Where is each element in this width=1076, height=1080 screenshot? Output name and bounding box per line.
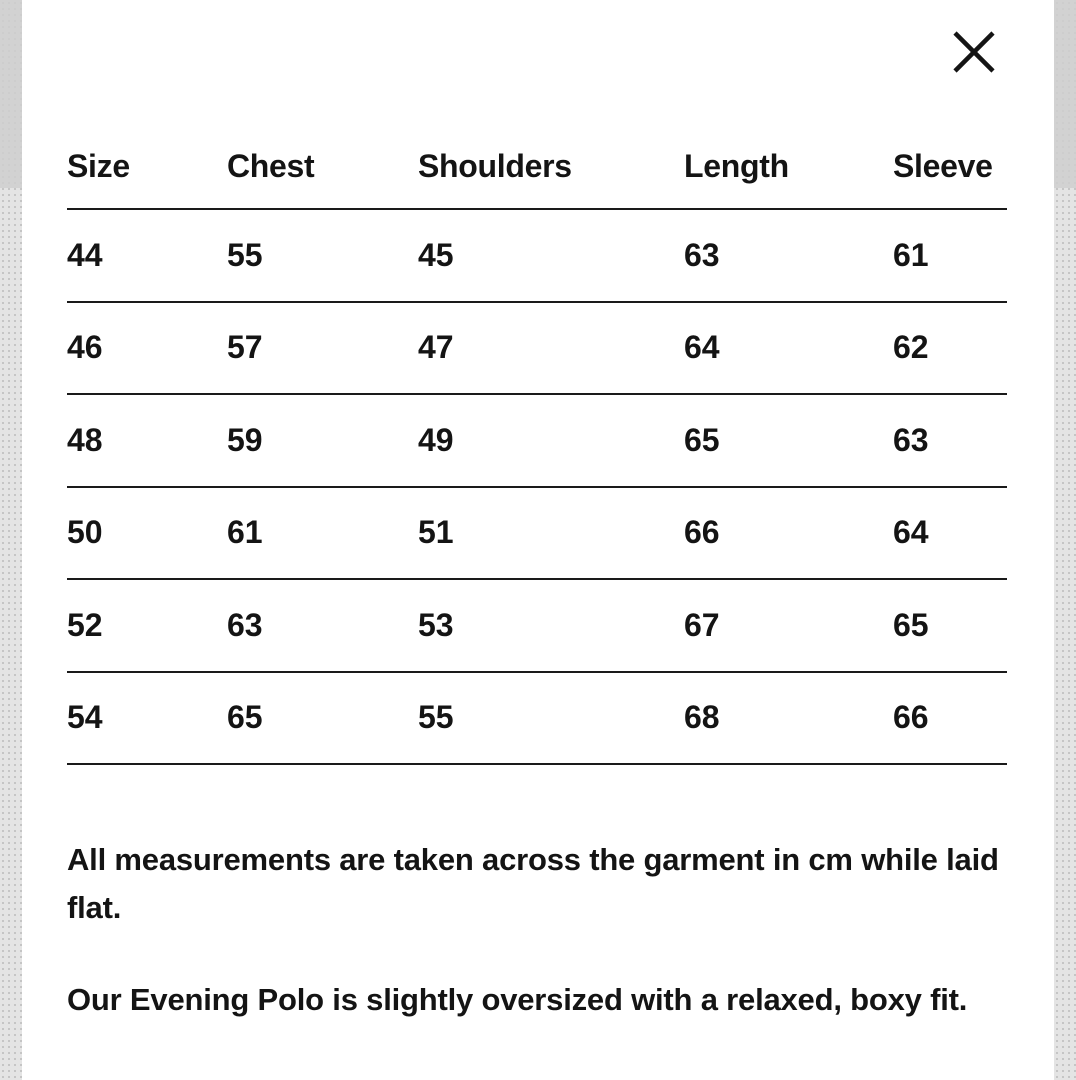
cell-sleeve: 64	[893, 487, 1007, 580]
close-icon	[950, 28, 998, 76]
table-row	[67, 394, 1007, 487]
size-guide-modal	[22, 0, 1054, 1080]
cell-sleeve: 66	[893, 672, 1007, 765]
cell-length: 65	[684, 394, 893, 487]
cell-chest: 61	[227, 487, 418, 580]
cell-size: 46	[67, 302, 227, 395]
table-row	[67, 487, 1007, 580]
table-row	[67, 209, 1007, 302]
cell-length: 67	[684, 579, 893, 672]
table-header-row	[67, 124, 1007, 209]
cell-size: 52	[67, 579, 227, 672]
backdrop-left-shade	[0, 0, 22, 188]
cell-size: 54	[67, 672, 227, 765]
cell-shoulders: 49	[418, 394, 684, 487]
cell-size: 44	[67, 209, 227, 302]
cell-shoulders: 51	[418, 487, 684, 580]
header-shoulders: Shoulders	[418, 124, 684, 209]
header-chest: Chest	[227, 124, 418, 209]
measurement-note: All measurements are taken across the garment in cm while laid flat.	[67, 842, 999, 925]
table-row	[67, 302, 1007, 395]
cell-sleeve: 61	[893, 209, 1007, 302]
cell-shoulders: 55	[418, 672, 684, 765]
header-length: Length	[684, 124, 893, 209]
cell-size: 48	[67, 394, 227, 487]
close-button[interactable]	[950, 28, 998, 76]
cell-chest: 55	[227, 209, 418, 302]
table-row	[67, 672, 1007, 765]
cell-length: 68	[684, 672, 893, 765]
size-chart-table	[67, 124, 1007, 765]
cell-shoulders: 47	[418, 302, 684, 395]
cell-chest: 57	[227, 302, 418, 395]
cell-chest: 59	[227, 394, 418, 487]
cell-sleeve: 63	[893, 394, 1007, 487]
cell-shoulders: 53	[418, 579, 684, 672]
header-size: Size	[67, 124, 227, 209]
cell-sleeve: 65	[893, 579, 1007, 672]
cell-length: 63	[684, 209, 893, 302]
cell-sleeve: 62	[893, 302, 1007, 395]
header-sleeve: Sleeve	[893, 124, 1007, 209]
scrollbar-thumb[interactable]	[1054, 0, 1076, 188]
cell-length: 64	[684, 302, 893, 395]
cell-shoulders: 45	[418, 209, 684, 302]
fit-note: Our Evening Polo is slightly oversized with a relaxed, boxy fit.	[67, 982, 968, 1017]
cell-chest: 63	[227, 579, 418, 672]
table-row	[67, 579, 1007, 672]
cell-length: 66	[684, 487, 893, 580]
cell-size: 50	[67, 487, 227, 580]
cell-chest: 65	[227, 672, 418, 765]
